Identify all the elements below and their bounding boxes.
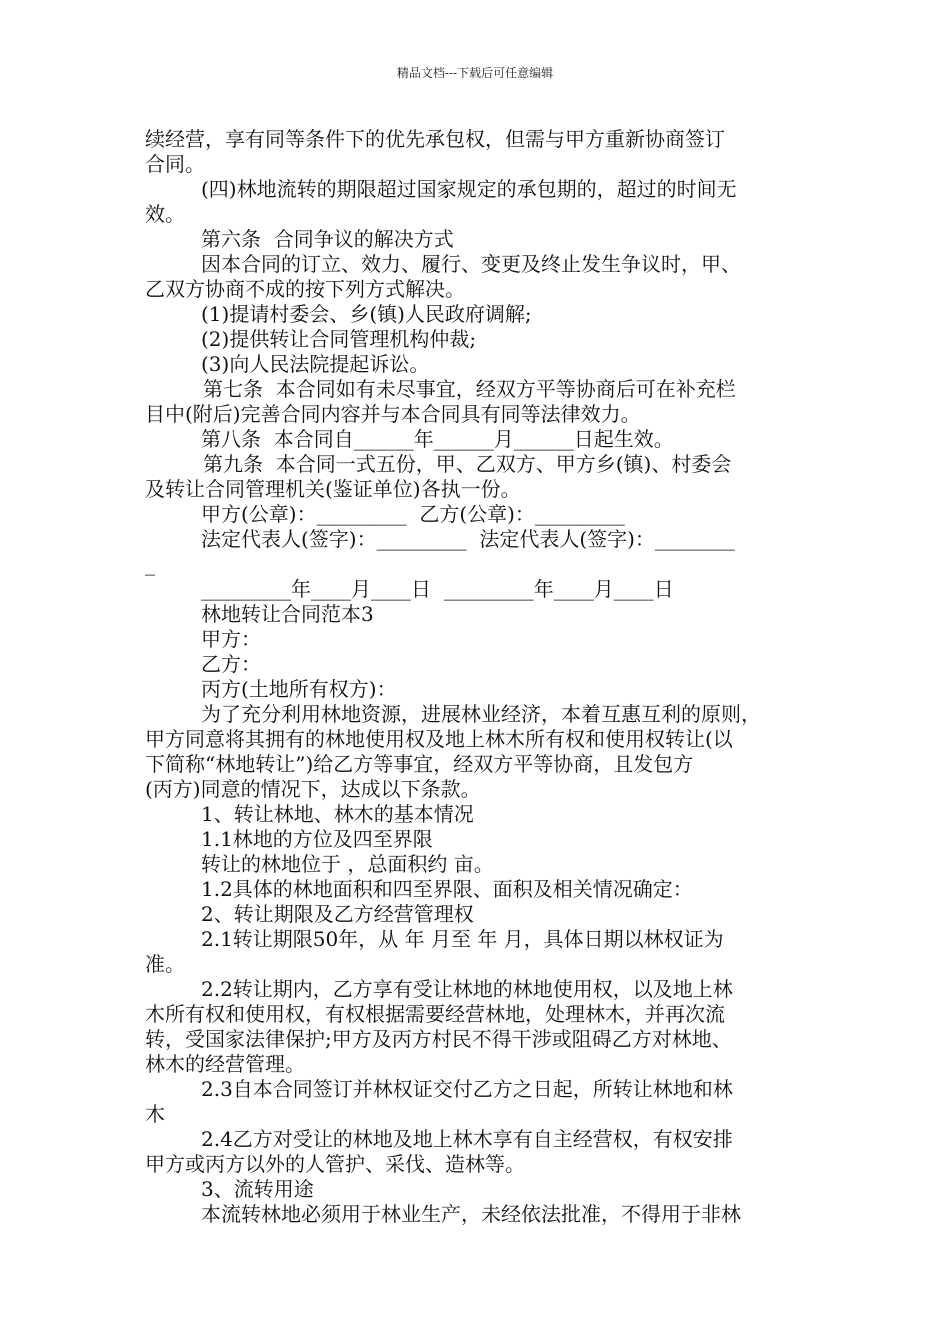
body-line: 1.2具体的林地面积和四至界限、面积及相关情况确定： bbox=[201, 877, 693, 901]
body-line: (四)林地流转的期限超过国家规定的承包期的，超过的时间无 bbox=[201, 177, 737, 201]
body-line: 2.1转让期限50年，从 年 月至 年 月，具体日期以林权证为 bbox=[201, 927, 724, 951]
section-heading: 第六条 合同争议的解决方式 bbox=[201, 227, 454, 251]
list-item: (3)向人民法院提起诉讼。 bbox=[201, 352, 430, 376]
body-line: 乙双方协商不成的按下列方式解决。 bbox=[145, 277, 465, 301]
body-line: 甲方或丙方以外的人管护、采伐、造林等。 bbox=[145, 1152, 525, 1176]
list-item: (1)提请村委会、乡(镇)人民政府调解; bbox=[201, 302, 532, 326]
body-line: 因本合同的订立、效力、履行、变更及终止发生争议时，甲、 bbox=[201, 252, 741, 276]
body-line: 2.4乙方对受让的林地及地上林木享有自主经营权，有权安排 bbox=[201, 1127, 733, 1151]
body-line: 转，受国家法律保护;甲方及丙方村民不得干涉或阻碍乙方对林地、 bbox=[145, 1027, 732, 1051]
body-line: 2.3自本合同签订并林权证交付乙方之日起，所转让林地和林 bbox=[201, 1077, 733, 1101]
document-body bbox=[145, 127, 810, 1227]
section-heading: 3、流转用途 bbox=[201, 1177, 314, 1201]
body-line: 本流转林地必须用于林业生产，未经依法批准，不得用于非林 bbox=[201, 1202, 741, 1226]
body-line: 及转让合同管理机关(鉴证单位)各执一份。 bbox=[145, 477, 521, 501]
body-line: 2.2转让期内，乙方享有受让林地的林地使用权，以及地上林 bbox=[201, 977, 733, 1001]
list-item: (2)提供转让合同管理机构仲裁; bbox=[201, 327, 477, 351]
section-title: 林地转让合同范本3 bbox=[201, 602, 374, 626]
body-line: 1.1林地的方位及四至界限 bbox=[201, 827, 433, 851]
body-line: 木所有权和使用权，有权根据需要经营林地，处理林木，并再次流 bbox=[145, 1002, 725, 1026]
body-line: 木 bbox=[145, 1102, 165, 1126]
body-line: 转让的林地位于 ，总面积约 亩。 bbox=[201, 852, 494, 876]
signature-line: 甲方(公章)：_________ 乙方(公章)：_________ bbox=[201, 502, 625, 526]
page-header: 精品文档---下载后可任意编辑 bbox=[396, 66, 554, 80]
section-heading: 2、转让期限及乙方经营管理权 bbox=[201, 902, 474, 926]
body-line: 林木的经营管理。 bbox=[145, 1052, 305, 1076]
body-line: 第七条 本合同如有未尽事宜，经双方平等协商后可在补充栏 bbox=[203, 377, 736, 401]
body-line: (丙方)同意的情况下，达成以下条款。 bbox=[145, 777, 481, 801]
body-line: 准。 bbox=[145, 952, 185, 976]
body-line: 第九条 本合同一式五份，甲、乙双方、甲方乡(镇)、村委会 bbox=[203, 452, 732, 476]
party-label: 甲方： bbox=[201, 627, 261, 651]
body-line: _ bbox=[145, 552, 155, 576]
party-label: 乙方： bbox=[201, 652, 261, 676]
body-line: 目中(附后)完善合同内容并与本合同具有同等法律效力。 bbox=[145, 402, 641, 426]
body-line: 续经营，享有同等条件下的优先承包权，但需与甲方重新协商签订 bbox=[145, 127, 725, 151]
party-label: 丙方(土地所有权方)： bbox=[201, 677, 397, 701]
signature-line: 法定代表人(签字)：_________ 法定代表人(签字)：________ bbox=[201, 527, 735, 551]
body-line: 合同。 bbox=[145, 152, 205, 176]
body-line: 效。 bbox=[145, 202, 185, 226]
body-line: 第八条 本合同自______年______月______日起生效。 bbox=[201, 427, 674, 451]
date-line: _________年____月____日 _________年____月____日 bbox=[201, 577, 674, 601]
section-heading: 1、转让林地、林木的基本情况 bbox=[201, 802, 474, 826]
body-line: 甲方同意将其拥有的林地使用权及地上林木所有权和使用权转让(以 bbox=[145, 727, 733, 751]
body-line: 下简称“林地转让”)给乙方等事宜，经双方平等协商，且发包方 bbox=[145, 752, 694, 776]
body-line: 为了充分利用林地资源，进展林业经济，本着互惠互利的原则， bbox=[201, 702, 761, 726]
